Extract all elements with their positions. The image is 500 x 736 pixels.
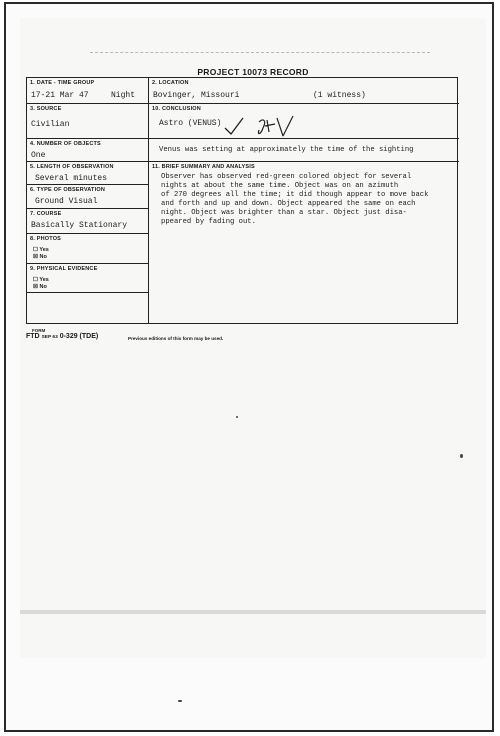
previous-editions-note: Previous editions of this form may be used. (128, 336, 224, 341)
summary-line: ppeared by fading out. (161, 218, 256, 226)
column-divider (148, 78, 149, 323)
photos-no-label: No (39, 254, 47, 260)
unchecked-box-icon: ☐ (33, 247, 38, 253)
photos-yes-option (33, 247, 49, 253)
form-word: FORM (32, 328, 46, 333)
length-of-observation-label: 5. LENGTH OF OBSERVATION (30, 164, 114, 170)
row-divider (27, 263, 148, 264)
type-of-observation-label: 6. TYPE OF OBSERVATION (30, 187, 105, 193)
form-title: PROJECT 10073 RECORD (197, 67, 309, 77)
row-divider (27, 208, 148, 209)
form-identifier (26, 333, 98, 340)
scan-speck (178, 700, 182, 702)
physical-evidence-no-option (33, 284, 47, 290)
checked-box-icon: ☒ (33, 284, 38, 290)
physical-evidence-label: 9. PHYSICAL EVIDENCE (30, 266, 98, 272)
summary-line: nights at about the same time. Object was on an azimuth (161, 182, 399, 190)
photos-label: 8. PHOTOS (30, 236, 62, 242)
row-divider (27, 161, 459, 162)
scan-frame (4, 2, 494, 732)
source-value: Civilian (31, 120, 70, 129)
conclusion-label: 10. CONCLUSION (152, 106, 201, 112)
row-divider (27, 103, 459, 104)
scan-speck (460, 454, 463, 458)
summary-line: Observer has observed red-green colored object for several (161, 173, 412, 181)
summary-label: 11. BRIEF SUMMARY AND ANALYSIS (152, 164, 255, 170)
conclusion-note: Venus was setting at approximately the time of the sighting (159, 146, 414, 154)
physical-evidence-no-label: No (39, 284, 47, 290)
length-of-observation-value: Several minutes (35, 174, 108, 183)
page-edge-shadow (20, 610, 486, 614)
conclusion-value: Astro (VENUS) (159, 119, 222, 128)
row-divider (27, 292, 148, 293)
witness-count: (1 witness) (313, 91, 366, 100)
form-number: 0-329 (TDE) (59, 333, 99, 340)
summary-line: and forth and up and down. Object appeared the same on each (161, 200, 416, 208)
course-label: 7. COURSE (30, 211, 62, 217)
handwritten-check-icon (223, 114, 303, 138)
type-of-observation-value: Ground Visual (35, 197, 98, 206)
form-date: SEP 63 (41, 335, 58, 340)
physical-evidence-yes-option (33, 277, 49, 283)
number-of-objects-label: 4. NUMBER OF OBJECTS (30, 141, 101, 147)
row-divider (27, 184, 148, 185)
date-time-group-label: 1. DATE - TIME GROUP (30, 80, 95, 86)
course-value: Basically Stationary (31, 221, 128, 230)
row-divider (27, 138, 459, 139)
physical-evidence-yes-label: Yes (39, 277, 49, 283)
checked-box-icon: ☒ (33, 254, 38, 260)
date-time-group-value: 17-21 Mar 47 (31, 91, 89, 100)
source-label: 3. SOURCE (30, 106, 62, 112)
location-value: Bovinger, Missouri (153, 91, 240, 100)
scan-speck (236, 416, 238, 418)
photos-no-option (33, 254, 47, 260)
number-of-objects-value: One (31, 151, 46, 160)
summary-line: night. Object was brighter than a star. Object just disa- (161, 209, 407, 217)
record-sheet (20, 18, 486, 658)
unchecked-box-icon: ☐ (33, 277, 38, 283)
photos-yes-label: Yes (39, 247, 49, 253)
date-time-group-period: Night (111, 91, 136, 100)
row-divider (27, 233, 148, 234)
record-grid (26, 77, 458, 324)
summary-line: of 270 degrees all the time; it did though appear to move back (161, 191, 429, 199)
scan-noise-line (90, 52, 430, 54)
form-id: FTD (26, 333, 40, 340)
location-label: 2. LOCATION (152, 80, 189, 86)
